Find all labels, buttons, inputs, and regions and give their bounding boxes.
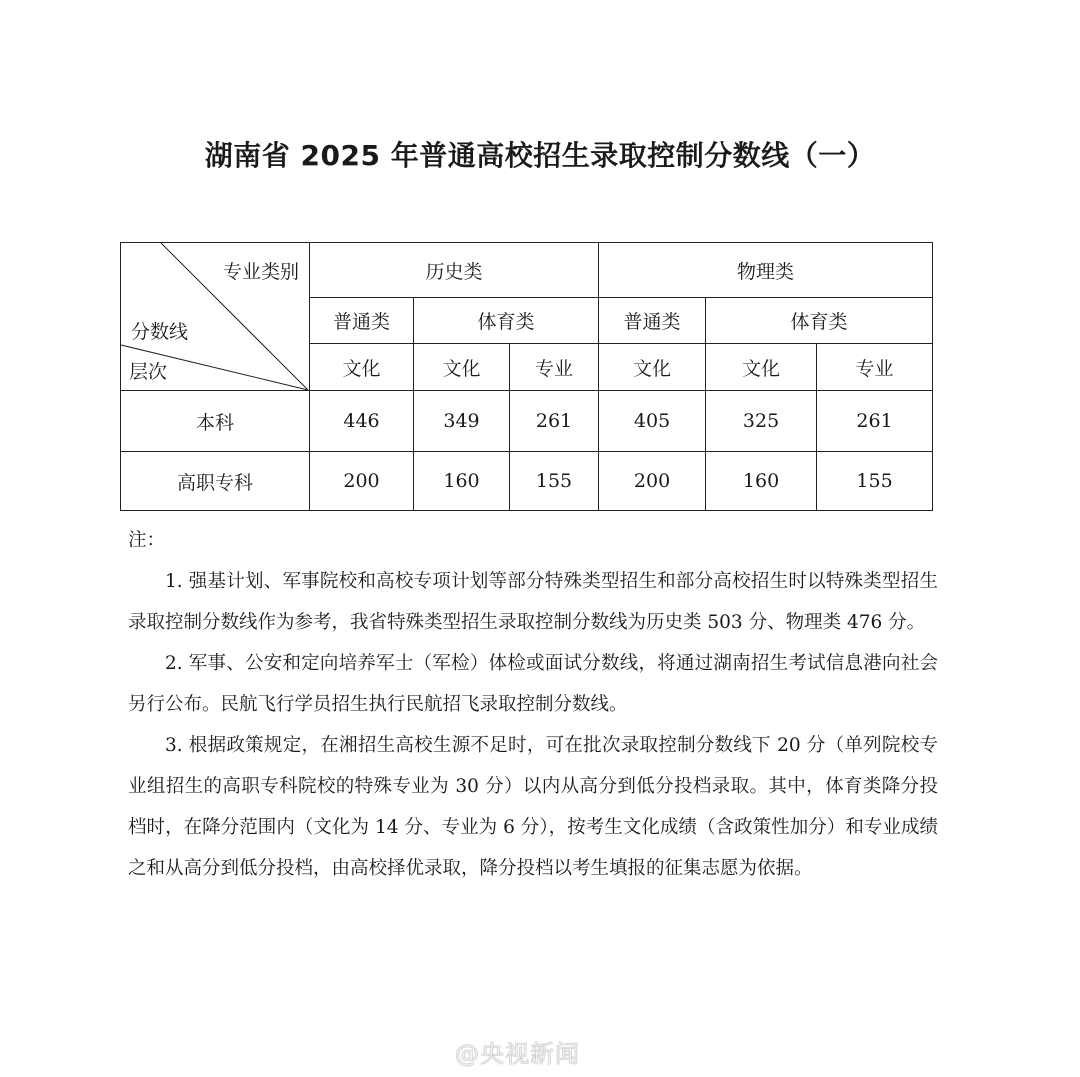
- score-cell: 155: [817, 452, 933, 511]
- table-row: [121, 391, 933, 452]
- subject-header: 专业: [510, 344, 599, 391]
- note-item-3: 3. 根据政策规定，在湘招生高校生源不足时，可在批次录取控制分数线下 20 分（单列院校专业组招生的高职专科院校的特殊专业为 30 分）以内从高分到低分投档录取。其中，体育类降分投档时，在降分范围内（文化为 14 分、专业为 6 分），按考生文化成绩（含政策性加分）和专业成绩之和从高分到低分投档，由高校择优录取，降分投档以考生填报的征集志愿为依据。: [128, 735, 938, 879]
- subgroup-header: 普通类: [599, 298, 706, 344]
- subject-header: 专业: [817, 344, 933, 391]
- note-item-2: 2. 军事、公安和定向培养军士（军检）体检或面试分数线，将通过湖南招生考试信息港向社会另行公布。民航飞行学员招生执行民航招飞录取控制分数线。: [128, 653, 938, 715]
- score-cell: 160: [706, 452, 817, 511]
- subgroup-header: 普通类: [310, 298, 414, 344]
- subject-header: 文化: [599, 344, 706, 391]
- score-cell: 405: [599, 391, 706, 452]
- score-table: [120, 242, 933, 511]
- score-cell: 325: [706, 391, 817, 452]
- score-cell: 200: [599, 452, 706, 511]
- subgroup-header: 体育类: [706, 298, 933, 344]
- corner-label-score: 分数线: [131, 321, 189, 343]
- score-cell: 200: [310, 452, 414, 511]
- score-cell: 160: [414, 452, 510, 511]
- score-cell: 349: [414, 391, 510, 452]
- notes-section: [128, 520, 938, 889]
- corner-label-category: 专业类别: [222, 261, 299, 283]
- subject-header: 文化: [310, 344, 414, 391]
- corner-label-level: 层次: [129, 361, 168, 383]
- subject-header: 文化: [414, 344, 510, 391]
- note-item-1: 1. 强基计划、军事院校和高校专项计划等部分特殊类型招生和部分高校招生时以特殊类型招生录取控制分数线作为参考，我省特殊类型招生录取控制分数线为历史类 503 分、物理类 476 分。: [128, 571, 938, 633]
- group-header-history: 历史类: [310, 243, 599, 298]
- group-header-physics: 物理类: [599, 243, 933, 298]
- page-title: 湖南省 2025 年普通高校招生录取控制分数线（一）: [204, 139, 876, 172]
- row-label: 本科: [121, 391, 310, 452]
- score-cell: 261: [817, 391, 933, 452]
- score-cell: 446: [310, 391, 414, 452]
- weibo-watermark: @央视新闻: [455, 1040, 580, 1068]
- notes-heading: 注：: [128, 530, 166, 551]
- table-row: [121, 452, 933, 511]
- table-corner-header: [121, 243, 310, 391]
- subgroup-header: 体育类: [414, 298, 599, 344]
- score-cell: 261: [510, 391, 599, 452]
- row-label: 高职专科: [121, 452, 310, 511]
- score-cell: 155: [510, 452, 599, 511]
- subject-header: 文化: [706, 344, 817, 391]
